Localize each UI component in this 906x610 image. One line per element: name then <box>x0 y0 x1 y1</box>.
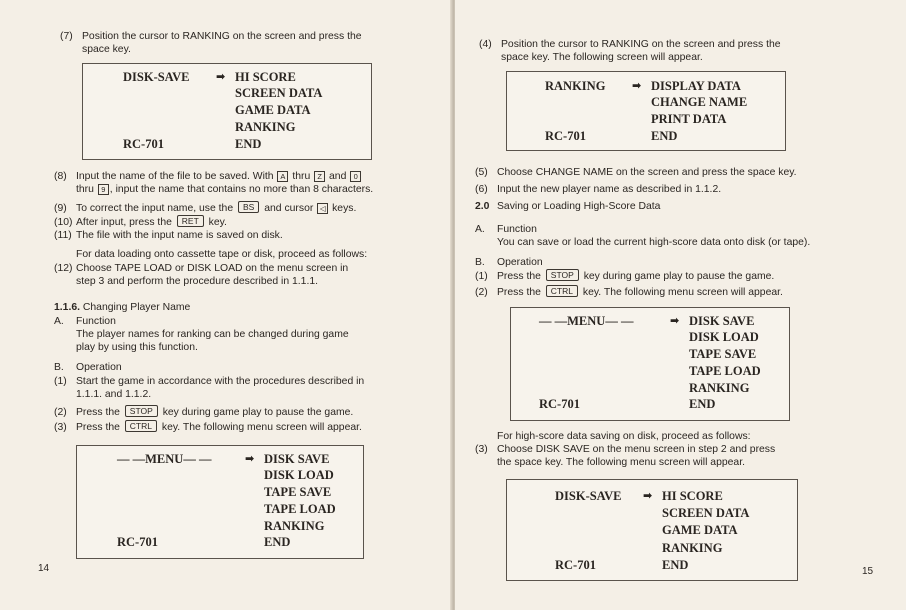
step-9: (9) To correct the input name, use the BS and cursor ◁ keys. <box>54 202 357 214</box>
menu-item: GAME DATA <box>235 103 311 117</box>
ctrl-key: CTRL <box>546 285 578 297</box>
menu-item: DISK SAVE <box>264 452 330 466</box>
screen-model: RC-701 <box>117 535 158 549</box>
key-a: A <box>277 171 288 182</box>
menu-item: SCREEN DATA <box>235 86 323 100</box>
screen-model: RC-701 <box>539 397 580 411</box>
ret-key: RET <box>177 215 204 227</box>
bs-key: BS <box>238 201 259 213</box>
menu-item: PRINT DATA <box>651 112 727 126</box>
menu-item: RANKING <box>689 381 750 395</box>
menu-item: DISPLAY DATA <box>651 79 741 93</box>
menu-item: SCREEN DATA <box>662 506 750 520</box>
screen-title: — —MENU— — <box>117 452 212 466</box>
screen-title: RANKING <box>545 79 606 93</box>
cassette-note: For data loading onto cassette tape or disk, proceed as follows: <box>76 249 368 260</box>
screen-title: — —MENU— — <box>539 314 634 328</box>
screen-title: DISK-SAVE <box>555 489 622 503</box>
section-heading-1-1-6: 1.1.6. Changing Player Name <box>54 302 191 313</box>
arrow-right-icon: ➡ <box>216 70 226 83</box>
op-step-3: (3) Press the CTRL key. The following menu screen will appear. <box>54 421 362 433</box>
step-12: (12) Choose TAPE LOAD or DISK LOAD on the menu screen in step 3 and perform the procedure described in 1.1.1. <box>54 263 349 287</box>
op-step-2: (2) Press the CTRL key. The following menu screen will appear. <box>475 286 783 298</box>
menu-item: HI SCORE <box>662 489 723 503</box>
menu-item: END <box>651 129 678 143</box>
ctrl-key: CTRL <box>125 420 157 432</box>
menu-item: TAPE SAVE <box>264 485 332 499</box>
key-9: 9 <box>98 184 109 195</box>
arrow-right-icon: ➡ <box>643 489 653 502</box>
key-z: Z <box>314 171 325 182</box>
menu-item: HI SCORE <box>235 70 296 84</box>
arrow-right-icon: ➡ <box>670 314 680 327</box>
arrow-right-icon: ➡ <box>245 452 255 465</box>
screen-model: RC-701 <box>555 558 596 572</box>
step-8: (8) Input the name of the file to be saved. With A thru Z and 0 thru 9 , input the name that contains no more than 8 characters. <box>54 171 374 195</box>
section-b-operation: B. Operation <box>54 362 122 373</box>
stop-key: STOP <box>546 269 579 281</box>
menu-item: END <box>235 137 262 151</box>
page-number: 14 <box>38 563 50 574</box>
menu-item: TAPE SAVE <box>689 347 757 361</box>
menu-screen-2 <box>510 307 790 421</box>
menu-item: CHANGE NAME <box>651 95 748 109</box>
disk-save-screen-2 <box>506 479 798 581</box>
cursor-left-key-icon: ◁ <box>317 203 328 214</box>
menu-screen-1 <box>76 445 364 559</box>
right-page <box>455 0 906 610</box>
section-a-function: A. Function You can save or load the current high-score data onto disk (or tape). <box>475 224 811 248</box>
stop-key: STOP <box>125 405 158 417</box>
step-10: (10) After input, press the RET key. <box>54 216 227 228</box>
left-page <box>0 0 452 610</box>
section-b-operation: B. Operation <box>475 257 543 268</box>
op-step-1: (1) Start the game in accordance with the procedures described in 1.1.1. and 1.1.2. <box>54 376 365 400</box>
op-step-1: (1) Press the STOP key during game play to pause the game. <box>475 270 775 282</box>
screen-model: RC-701 <box>545 129 586 143</box>
menu-item: RANKING <box>662 541 723 555</box>
arrow-right-icon: ➡ <box>632 79 642 92</box>
screen-title: DISK-SAVE <box>123 70 190 84</box>
disk-save-screen-1 <box>82 63 372 160</box>
menu-item: TAPE LOAD <box>689 364 761 378</box>
step-7: (7) Position the cursor to RANKING on the screen and press the space key. <box>60 31 362 55</box>
menu-item: END <box>264 535 291 549</box>
menu-item: TAPE LOAD <box>264 502 336 516</box>
menu-item: RANKING <box>235 120 296 134</box>
step-5: (5) Choose CHANGE NAME on the screen and press the space key. <box>475 167 797 178</box>
disk-note: For high-score data saving on disk, proceed as follows: <box>497 431 751 442</box>
menu-item: DISK SAVE <box>689 314 755 328</box>
step-6: (6) Input the new player name as described in 1.1.2. <box>475 184 722 195</box>
menu-item: END <box>689 397 716 411</box>
menu-item: DISK LOAD <box>689 330 759 344</box>
key-0: 0 <box>350 171 361 182</box>
menu-item: RANKING <box>264 519 325 533</box>
op-step-3: (3) Choose DISK SAVE on the menu screen in step 2 and press the space key. The following menu screen will appear. <box>475 444 776 468</box>
step-11: (11) The file with the input name is saved on disk. <box>54 230 283 241</box>
op-step-2: (2) Press the STOP key during game play to pause the game. <box>54 406 354 418</box>
menu-item: GAME DATA <box>662 523 738 537</box>
section-a-function: A. Function The player names for ranking can be changed during game play by using this function. <box>54 316 349 353</box>
step-4: (4) Position the cursor to RANKING on the screen and press the space key. The following screen will appear. <box>479 39 781 63</box>
ranking-screen <box>506 71 786 151</box>
screen-model: RC-701 <box>123 137 164 151</box>
page-number: 15 <box>862 566 874 577</box>
menu-item: DISK LOAD <box>264 468 334 482</box>
menu-item: END <box>662 558 689 572</box>
section-heading-2-0: 2.0 Saving or Loading High-Score Data <box>475 201 661 212</box>
